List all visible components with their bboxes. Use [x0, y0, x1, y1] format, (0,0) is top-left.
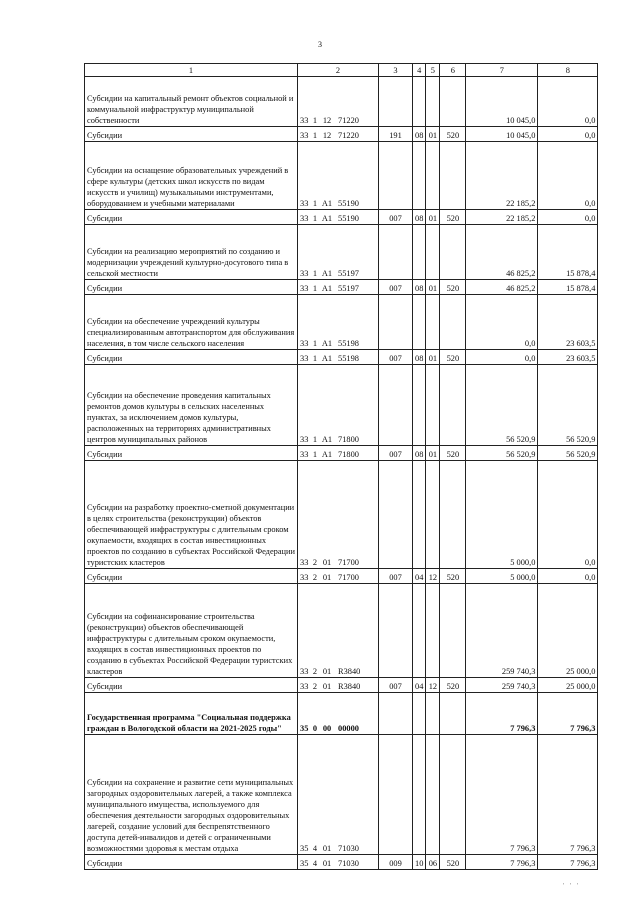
header-cell: 7 — [466, 64, 538, 77]
subprogram-code: 1 — [312, 116, 318, 125]
subprogram-code: 2 — [312, 558, 318, 567]
ministry-code — [379, 77, 413, 127]
amount-year1: 46 825,2 — [466, 280, 538, 295]
subsection-code: 01 — [426, 280, 440, 295]
subprogram-code: 1 — [312, 450, 318, 459]
program-code: 35 — [300, 724, 309, 733]
code-cell — [298, 678, 379, 693]
table-row — [85, 350, 598, 365]
ministry-code: 007 — [379, 350, 413, 365]
table-row — [85, 365, 598, 446]
program-code: 33 — [300, 199, 309, 208]
row-description: Субсидии на капитальный ремонт объектов социальной и коммунальной инфраструктур муниципальной собственности — [85, 77, 298, 127]
direction-code: 71030 — [338, 844, 359, 853]
program-code: 33 — [300, 558, 309, 567]
expense-type-code: 520 — [440, 855, 466, 870]
section-code — [413, 295, 426, 350]
expense-type-code — [440, 77, 466, 127]
code-cell — [298, 225, 379, 280]
subsection-code — [426, 365, 440, 446]
direction-code: 55190 — [338, 199, 359, 208]
header-cell: 1 — [85, 64, 298, 77]
direction-code: 55198 — [338, 339, 359, 348]
table-row — [85, 77, 598, 127]
expense-type-code: 520 — [440, 678, 466, 693]
amount-year2: 56 520,9 — [538, 365, 598, 446]
row-description: Субсидии на сохранение и развитие сети муниципальных загородных оздоровительных лагерей, а также комплекса муниципального имущества, используемого для обеспечения деятельности загородных оздоровительных лагерей, создание условий для беспрепятственного доступа детей-инвалидов и детей с ограниченными возможностями здоровья к местам отдыха — [85, 735, 298, 855]
table-row — [85, 569, 598, 584]
amount-year1: 10 045,0 — [466, 77, 538, 127]
direction-code: 55197 — [338, 269, 359, 278]
row-description: Субсидии на обеспечение проведения капитальных ремонтов домов культуры в сельских населенных пунктах, за исключением домов культуры, расположенных на территориях административных центров муниципальных районов — [85, 365, 298, 446]
amount-year1: 0,0 — [466, 350, 538, 365]
subsection-code — [426, 735, 440, 855]
code-cell — [298, 446, 379, 461]
subsection-code: 12 — [426, 678, 440, 693]
direction-code: 71800 — [338, 435, 359, 444]
event-code: А1 — [321, 214, 333, 223]
event-code: 12 — [322, 131, 332, 140]
amount-year2: 0,0 — [538, 569, 598, 584]
direction-code: 71220 — [338, 116, 359, 125]
section-code — [413, 693, 426, 735]
event-code: 01 — [322, 682, 332, 691]
section-code: 08 — [413, 210, 426, 225]
table-row — [85, 735, 598, 855]
amount-year2: 7 796,3 — [538, 735, 598, 855]
section-code: 04 — [413, 569, 426, 584]
subsection-code: 01 — [426, 210, 440, 225]
header-cell: 2 — [298, 64, 379, 77]
section-code: 08 — [413, 446, 426, 461]
ministry-code — [379, 584, 413, 678]
table-row — [85, 855, 598, 870]
row-description: Субсидии на обеспечение учреждений культуры специализированным автотранспортом для обслуживания населения, в том числе сельского населения — [85, 295, 298, 350]
event-code: 00 — [322, 724, 332, 733]
subsection-code — [426, 225, 440, 280]
code-cell — [298, 210, 379, 225]
table-row — [85, 678, 598, 693]
section-code — [413, 584, 426, 678]
amount-year1: 5 000,0 — [466, 461, 538, 569]
event-code: А1 — [321, 199, 333, 208]
subsection-code: 06 — [426, 855, 440, 870]
subsection-code: 01 — [426, 350, 440, 365]
event-code: 01 — [322, 844, 332, 853]
code-cell — [298, 127, 379, 142]
header-cell: 3 — [379, 64, 413, 77]
event-code: 01 — [322, 667, 332, 676]
amount-year2: 0,0 — [538, 142, 598, 210]
ministry-code: 007 — [379, 210, 413, 225]
subsection-code: 01 — [426, 446, 440, 461]
subsection-code — [426, 295, 440, 350]
expense-type-code — [440, 142, 466, 210]
code-cell — [298, 77, 379, 127]
subprogram-code: 2 — [312, 682, 318, 691]
table-row — [85, 584, 598, 678]
ministry-code — [379, 225, 413, 280]
budget-table — [84, 63, 598, 870]
amount-year2: 23 603,5 — [538, 295, 598, 350]
subprogram-code: 1 — [312, 199, 318, 208]
event-code: А1 — [321, 269, 333, 278]
section-code — [413, 365, 426, 446]
subprogram-code: 1 — [312, 354, 318, 363]
expense-type-code: 520 — [440, 127, 466, 142]
event-code: 01 — [322, 859, 332, 868]
ministry-code — [379, 295, 413, 350]
subprogram-code: 1 — [312, 214, 318, 223]
ministry-code — [379, 365, 413, 446]
program-code: 33 — [300, 284, 309, 293]
amount-year1: 22 185,2 — [466, 142, 538, 210]
amount-year2: 0,0 — [538, 461, 598, 569]
row-description: Субсидии — [85, 210, 298, 225]
amount-year2: 0,0 — [538, 77, 598, 127]
subprogram-code: 4 — [312, 844, 318, 853]
code-cell — [298, 365, 379, 446]
row-description: Субсидии на оснащение образовательных учреждений в сфере культуры (детских школ искусств по видам искусств и училищ) музыкальными инструментами, оборудованием и учебными материалами — [85, 142, 298, 210]
program-code: 33 — [300, 354, 309, 363]
amount-year1: 7 796,3 — [466, 735, 538, 855]
subprogram-code: 2 — [312, 667, 318, 676]
direction-code: 55190 — [338, 214, 359, 223]
expense-type-code — [440, 295, 466, 350]
code-cell — [298, 855, 379, 870]
row-description: Субсидии — [85, 855, 298, 870]
direction-code: 71700 — [338, 558, 359, 567]
direction-code: 71220 — [338, 131, 359, 140]
amount-year1: 10 045,0 — [466, 127, 538, 142]
program-code: 33 — [300, 214, 309, 223]
expense-type-code — [440, 584, 466, 678]
expense-type-code — [440, 693, 466, 735]
subprogram-code: 4 — [312, 859, 318, 868]
event-code: А1 — [321, 450, 333, 459]
direction-code: R3840 — [338, 667, 361, 676]
table-row — [85, 142, 598, 210]
subprogram-code: 1 — [312, 339, 318, 348]
event-code: А1 — [321, 354, 333, 363]
expense-type-code: 520 — [440, 210, 466, 225]
header-cell: 6 — [440, 64, 466, 77]
direction-code: 55197 — [338, 284, 359, 293]
amount-year1: 56 520,9 — [466, 446, 538, 461]
row-description: Субсидии на разработку проектно-сметной документации в целях строительства (реконструкции) объектов обеспечивающей инфраструктуры с длительным сроком окупаемости, входящих в состав инвестиционных проектов по созданию в субъектах Российской Федерации туристских кластеров — [85, 461, 298, 569]
row-description: Субсидии на софинансирование строительства (реконструкции) объектов обеспечивающей инфраструктуры с длительным сроком окупаемости, входящих в состав инвестиционных проектов по созданию в субъектах Российской Федерации туристских кластеров — [85, 584, 298, 678]
ministry-code: 191 — [379, 127, 413, 142]
table-row — [85, 461, 598, 569]
amount-year1: 22 185,2 — [466, 210, 538, 225]
program-code: 33 — [300, 450, 309, 459]
program-code: 33 — [300, 116, 309, 125]
program-code: 35 — [300, 859, 309, 868]
section-code: 08 — [413, 127, 426, 142]
expense-type-code: 520 — [440, 446, 466, 461]
subprogram-code: 0 — [312, 724, 318, 733]
subsection-code — [426, 584, 440, 678]
row-description: Субсидии на реализацию мероприятий по созданию и модернизации учреждений культурно-досугового типа в сельской местности — [85, 225, 298, 280]
section-code — [413, 735, 426, 855]
amount-year1: 46 825,2 — [466, 225, 538, 280]
subprogram-code: 1 — [312, 284, 318, 293]
subsection-code — [426, 77, 440, 127]
subsection-code — [426, 693, 440, 735]
scan-mark: ' ' ' — [563, 882, 581, 890]
code-cell — [298, 693, 379, 735]
expense-type-code — [440, 735, 466, 855]
section-code — [413, 77, 426, 127]
table-row — [85, 280, 598, 295]
header-cell: 4 — [413, 64, 426, 77]
section-code — [413, 225, 426, 280]
section-code: 08 — [413, 280, 426, 295]
ministry-code: 007 — [379, 280, 413, 295]
expense-type-code — [440, 365, 466, 446]
program-code: 33 — [300, 339, 309, 348]
event-code: 01 — [322, 558, 332, 567]
program-code: 33 — [300, 269, 309, 278]
header-cell: 5 — [426, 64, 440, 77]
page-number: 3 — [318, 40, 322, 49]
table-header-row — [85, 64, 598, 77]
ministry-code — [379, 735, 413, 855]
row-description: Субсидии — [85, 280, 298, 295]
ministry-code: 009 — [379, 855, 413, 870]
event-code: А1 — [321, 339, 333, 348]
subprogram-code: 1 — [312, 435, 318, 444]
table-row — [85, 225, 598, 280]
ministry-code: 007 — [379, 446, 413, 461]
expense-type-code — [440, 225, 466, 280]
amount-year2: 25 000,0 — [538, 584, 598, 678]
direction-code: 00000 — [338, 724, 359, 733]
header-cell: 8 — [538, 64, 598, 77]
amount-year2: 7 796,3 — [538, 855, 598, 870]
code-cell — [298, 350, 379, 365]
section-code — [413, 461, 426, 569]
event-code: А1 — [321, 284, 333, 293]
program-code: 33 — [300, 682, 309, 691]
amount-year1: 7 796,3 — [466, 693, 538, 735]
amount-year2: 23 603,5 — [538, 350, 598, 365]
program-code: 33 — [300, 435, 309, 444]
amount-year2: 25 000,0 — [538, 678, 598, 693]
code-cell — [298, 142, 379, 210]
subsection-code: 12 — [426, 569, 440, 584]
code-cell — [298, 295, 379, 350]
ministry-code: 007 — [379, 569, 413, 584]
expense-type-code: 520 — [440, 350, 466, 365]
expense-type-code: 520 — [440, 280, 466, 295]
amount-year1: 7 796,3 — [466, 855, 538, 870]
code-cell — [298, 280, 379, 295]
table-row — [85, 210, 598, 225]
row-description: Субсидии — [85, 678, 298, 693]
code-cell — [298, 584, 379, 678]
table-row — [85, 295, 598, 350]
amount-year1: 56 520,9 — [466, 365, 538, 446]
amount-year2: 56 520,9 — [538, 446, 598, 461]
section-code: 04 — [413, 678, 426, 693]
subsection-code — [426, 461, 440, 569]
direction-code: 55198 — [338, 354, 359, 363]
subprogram-code: 1 — [312, 269, 318, 278]
ministry-code — [379, 142, 413, 210]
ministry-code: 007 — [379, 678, 413, 693]
table-row — [85, 127, 598, 142]
row-description: Государственная программа "Социальная поддержка граждан в Вологодской области на 2021-2025 годы" — [85, 693, 298, 735]
subprogram-code: 1 — [312, 131, 318, 140]
section-code — [413, 142, 426, 210]
amount-year2: 0,0 — [538, 210, 598, 225]
event-code: А1 — [321, 435, 333, 444]
amount-year1: 0,0 — [466, 295, 538, 350]
amount-year2: 15 878,4 — [538, 225, 598, 280]
row-description: Субсидии — [85, 350, 298, 365]
program-code: 33 — [300, 573, 309, 582]
expense-type-code — [440, 461, 466, 569]
section-code: 08 — [413, 350, 426, 365]
ministry-code — [379, 461, 413, 569]
table-row — [85, 446, 598, 461]
program-code: 35 — [300, 844, 309, 853]
row-description: Субсидии — [85, 569, 298, 584]
direction-code: 71030 — [338, 859, 359, 868]
code-cell — [298, 461, 379, 569]
event-code: 12 — [322, 116, 332, 125]
amount-year2: 15 878,4 — [538, 280, 598, 295]
amount-year1: 259 740,3 — [466, 584, 538, 678]
program-code: 33 — [300, 131, 309, 140]
table-row — [85, 693, 598, 735]
row-description: Субсидии — [85, 446, 298, 461]
subsection-code — [426, 142, 440, 210]
row-description: Субсидии — [85, 127, 298, 142]
amount-year1: 5 000,0 — [466, 569, 538, 584]
direction-code: 71700 — [338, 573, 359, 582]
code-cell — [298, 569, 379, 584]
amount-year2: 0,0 — [538, 127, 598, 142]
program-code: 33 — [300, 667, 309, 676]
amount-year1: 259 740,3 — [466, 678, 538, 693]
section-code: 10 — [413, 855, 426, 870]
expense-type-code: 520 — [440, 569, 466, 584]
subsection-code: 01 — [426, 127, 440, 142]
direction-code: R3840 — [338, 682, 361, 691]
subprogram-code: 2 — [312, 573, 318, 582]
amount-year2: 7 796,3 — [538, 693, 598, 735]
event-code: 01 — [322, 573, 332, 582]
ministry-code — [379, 693, 413, 735]
code-cell — [298, 735, 379, 855]
direction-code: 71800 — [338, 450, 359, 459]
